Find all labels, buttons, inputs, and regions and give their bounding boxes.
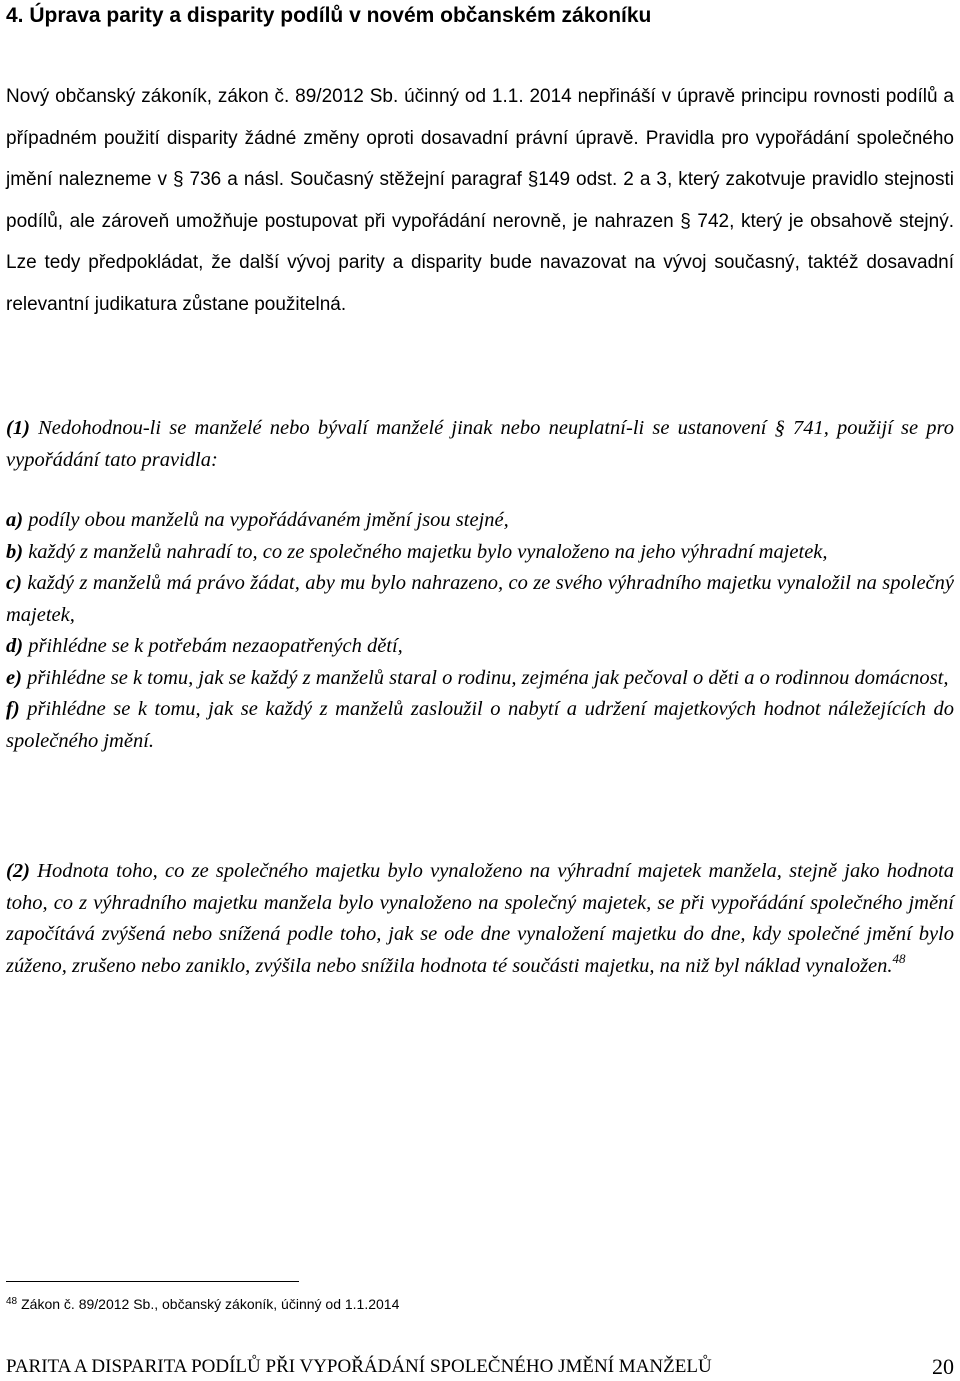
law-paragraph-2-text: Hodnota toho, co ze společného majetku bylo vynaloženo na výhradní majetek manžela, stejně jako hodnota toho, co z výhradního majetku manžela bylo vynaloženo na společný majetek, se při vypořádání společného jmění započítává zvýšená nebo snížená podle toho, jak se ode dne vynaložení majetku do dne, kdy společné jmění bylo zúženo, zrušeno nebo zaniklo, zvýšila nebo snížila hodnota té součásti majetku, na niž byl náklad vynaložen. bbox=[6, 860, 954, 977]
law-item-f bbox=[6, 694, 954, 757]
item-text: podíly obou manželů na vypořádávaném jmění jsou stejné, bbox=[23, 509, 509, 531]
law-paragraph-1-text: Nedohodnou-li se manželé nebo bývalí manželé jinak nebo neuplatní-li se ustanovení § 741, použijí se pro vypořádání tato pravidla: bbox=[6, 417, 954, 471]
footnote-text: Zákon č. 89/2012 Sb., občanský zákoník, účinný od 1.1.2014 bbox=[21, 1296, 400, 1312]
page-number: 20 bbox=[932, 1354, 954, 1379]
item-text: každý z manželů nahradí to, co ze společného majetku bylo vynaloženo na jeho výhradní majetek, bbox=[23, 540, 828, 563]
law-item-d bbox=[6, 631, 954, 663]
item-letter: a) bbox=[6, 509, 24, 531]
law-paragraph-1 bbox=[6, 413, 954, 476]
item-letter: e) bbox=[6, 666, 22, 689]
law-item-e bbox=[6, 663, 954, 695]
item-letter: c) bbox=[6, 572, 22, 594]
law-paragraph-2 bbox=[6, 856, 954, 982]
law-item-b bbox=[6, 537, 954, 569]
footnote-number: 48 bbox=[6, 1296, 18, 1307]
footnote-divider bbox=[6, 1281, 299, 1282]
section-heading: 4. Úprava parity a disparity podílů v novém občanském zákoníku bbox=[6, 4, 652, 27]
paragraph-marker-1: (1) bbox=[6, 417, 30, 439]
item-text: přihlédne se k tomu, jak se každý z manželů zasloužil o nabytí a udržení majetkových hodnot náležejících do společného jmění. bbox=[6, 698, 954, 752]
item-letter: f) bbox=[6, 698, 20, 720]
footnote-reference[interactable]: 48 bbox=[892, 950, 906, 966]
footer-title: PARITA A DISPARITA PODÍLŮ PŘI VYPOŘÁDÁNÍ SPOLEČNÉHO JMĚNÍ MANŽELŮ bbox=[6, 1356, 712, 1377]
law-items-list bbox=[6, 505, 954, 757]
item-text: každý z manželů má právo žádat, aby mu bylo nahrazeno, co ze svého výhradního majetku vynaložil na společný majetek, bbox=[6, 572, 954, 626]
item-text: přihlédne se k potřebám nezaopatřených dětí, bbox=[23, 635, 403, 657]
footnote bbox=[6, 1292, 906, 1314]
item-letter: b) bbox=[6, 540, 24, 563]
law-item-c bbox=[6, 568, 954, 631]
paragraph-marker-2: (2) bbox=[6, 860, 30, 882]
item-letter: d) bbox=[6, 635, 24, 657]
running-footer bbox=[6, 1353, 954, 1381]
law-item-a bbox=[6, 505, 954, 537]
intro-paragraph: Nový občanský zákoník, zákon č. 89/2012 Sb. účinný od 1.1. 2014 nepřináší v úpravě principu rovnosti podílů a případném použití disparity žádné změny oproti dosavadní právní úpravě. Pravidla pro vypořádání společného jmění nalezneme v § 736 a násl. Současný stěžejní paragraf §149 odst. 2 a 3, který zakotvuje pravidlo stejnosti podílů, ale zároveň umožňuje postupovat při vypořádání nerovně, je nahrazen § 742, který je obsahově stejný. Lze tedy předpokládat, že další vývoj parity a disparity bude navazovat na vývoj současný, taktéž dosavadní relevantní judikatura zůstane použitelná. bbox=[6, 86, 954, 315]
item-text: přihlédne se k tomu, jak se každý z manželů staral o rodinu, zejména jak pečoval o děti a o rodinnou domácnost, bbox=[21, 666, 949, 689]
